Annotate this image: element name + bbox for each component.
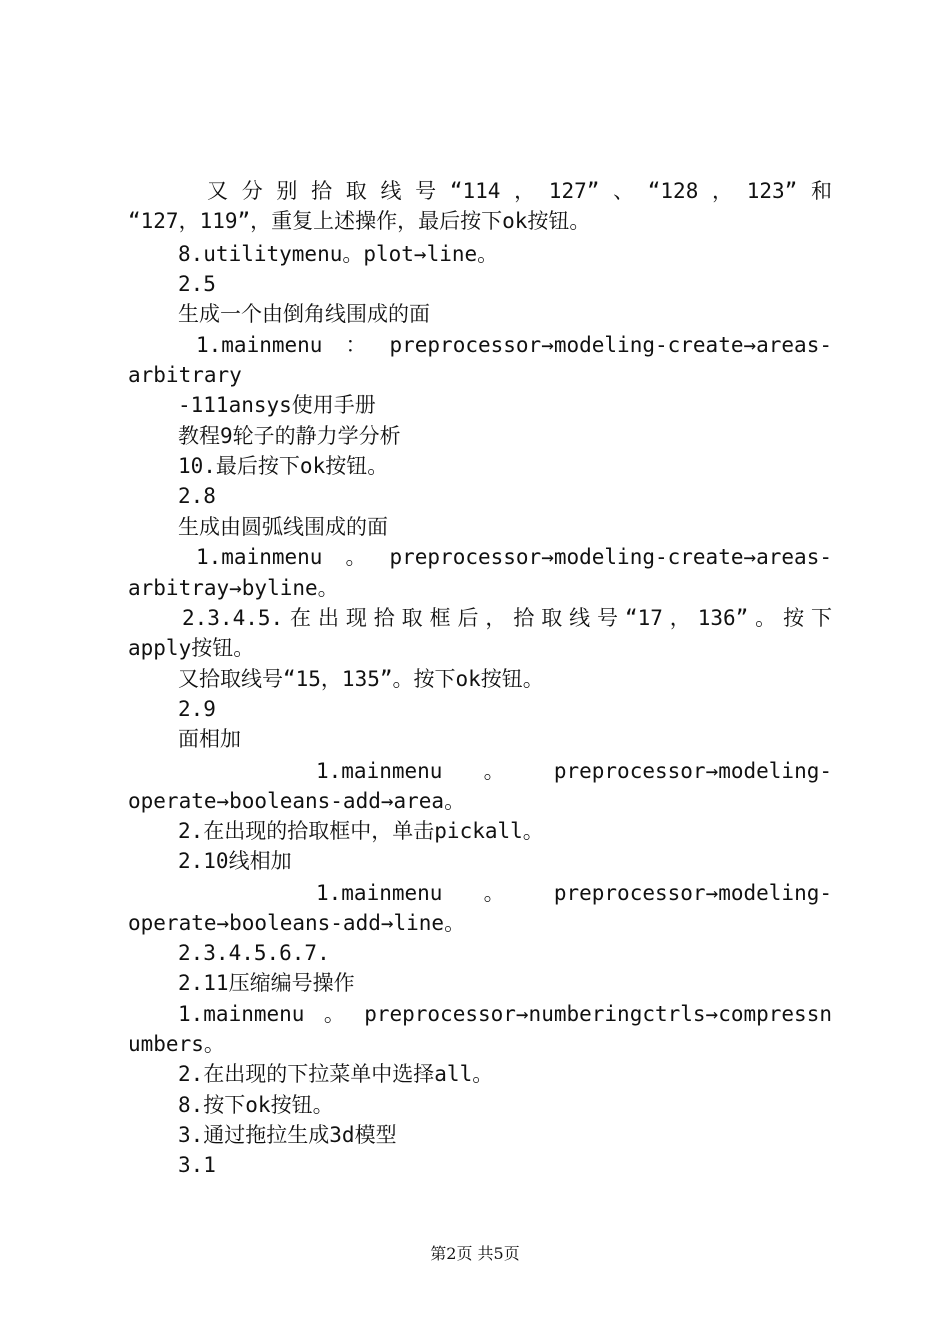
- text-line-6: 1.mainmenu：preprocessor→modeling-create→areas-: [196, 333, 832, 357]
- text-line-26: 2.3.4.5.6.7.: [178, 941, 330, 965]
- text-line-33: 3.1: [178, 1153, 216, 1177]
- text-line-13: 1.mainmenu。preprocessor→modeling-create→areas-: [196, 545, 832, 569]
- text-line-9: 教程9轮子的静力学分析: [178, 424, 401, 448]
- page-footer: 第2页 共5页: [430, 1244, 520, 1263]
- text-line-8: -111ansys使用手册: [178, 393, 376, 417]
- text-line-10: 10.最后按下ok按钮。: [178, 454, 389, 478]
- text-line-18: 2.9: [178, 697, 216, 721]
- text-line-31: 8.按下ok按钮。: [178, 1093, 334, 1117]
- text-line-25: operate→booleans-add→line。: [128, 911, 466, 935]
- text-line-4: 2.5: [178, 272, 216, 296]
- text-line-30: 2.在出现的下拉菜单中选择all。: [178, 1062, 494, 1086]
- text-line-5: 生成一个由倒角线围成的面: [178, 302, 430, 326]
- text-line-17: 又拾取线号“15，135”。按下ok按钮。: [178, 667, 544, 691]
- text-line-23: 2.10线相加: [178, 849, 292, 873]
- text-line-12: 生成由圆弧线围成的面: [178, 515, 388, 539]
- text-line-1: 又分别拾取线号“114，127”、“128，123”和: [207, 179, 832, 203]
- text-line-7: arbitrary: [128, 363, 242, 387]
- text-line-21: operate→booleans-add→area。: [128, 789, 466, 813]
- text-line-20: 1.mainmenu 。 preprocessor→modeling-: [316, 759, 832, 783]
- text-line-27: 2.11压缩编号操作: [178, 971, 355, 995]
- text-line-14: arbitray→byline。: [128, 576, 339, 600]
- text-line-32: 3.通过拖拉生成3d模型: [178, 1123, 397, 1147]
- text-line-15: 2.3.4.5.在出现拾取框后，拾取线号“17，136”。按下: [182, 606, 832, 630]
- text-line-19: 面相加: [178, 727, 241, 751]
- text-line-3: 8.utilitymenu。plot→line。: [178, 242, 499, 266]
- text-line-29: umbers。: [128, 1032, 225, 1056]
- text-line-16: apply按钮。: [128, 636, 255, 660]
- text-line-2: “127，119”，重复上述操作，最后按下ok按钮。: [128, 209, 591, 233]
- text-line-22: 2.在出现的拾取框中，单击pickall。: [178, 819, 544, 843]
- text-line-11: 2.8: [178, 484, 216, 508]
- text-line-28: 1.mainmenu。preprocessor→numberingctrls→compressn: [178, 1002, 832, 1026]
- text-line-24: 1.mainmenu 。 preprocessor→modeling-: [316, 881, 832, 905]
